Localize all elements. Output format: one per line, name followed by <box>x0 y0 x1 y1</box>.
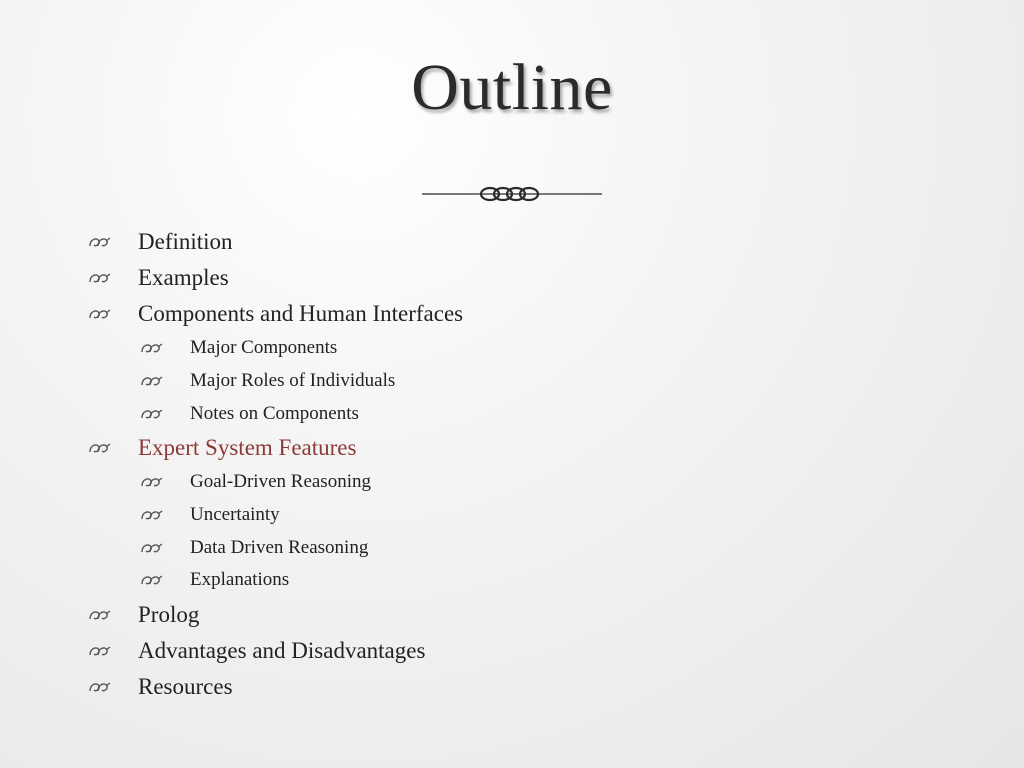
bullet-icon <box>140 541 190 555</box>
outline-item-text: Advantages and Disadvantages <box>138 637 426 663</box>
bullet-icon <box>88 680 138 694</box>
outline-subitem <box>88 531 968 564</box>
bullet-icon <box>88 608 138 622</box>
bullet-icon <box>140 341 190 355</box>
outline-item <box>88 633 968 669</box>
bullet-icon <box>88 441 138 455</box>
outline-item-text: Goal-Driven Reasoning <box>190 471 371 493</box>
outline-item-text: Examples <box>138 265 229 290</box>
bullet-icon <box>88 271 138 285</box>
outline-item <box>88 224 968 260</box>
outline-item-text: Definition <box>138 229 233 254</box>
outline-item-text: Data Driven Reasoning <box>190 536 369 558</box>
outline-subitem <box>88 397 968 430</box>
outline-subitem <box>88 365 968 398</box>
outline-item-text: Major Components <box>190 337 338 359</box>
outline-subitem <box>88 332 968 365</box>
outline-subitem <box>88 564 968 597</box>
outline-list <box>88 224 968 705</box>
outline-item-text: Notes on Components <box>190 402 359 424</box>
outline-item <box>88 260 968 296</box>
outline-item-text: Resources <box>138 673 233 699</box>
bullet-icon <box>140 374 190 388</box>
outline-subitem <box>88 499 968 532</box>
slide-title: Outline <box>411 51 613 124</box>
bullet-icon <box>140 573 190 587</box>
outline-item-text: Components and Human Interfaces <box>138 301 464 326</box>
bullet-icon <box>140 475 190 489</box>
bullet-icon <box>88 235 138 249</box>
bullet-icon <box>140 508 190 522</box>
outline-item-text: Prolog <box>138 601 200 627</box>
bullet-icon <box>140 407 190 421</box>
bullet-icon <box>88 307 138 321</box>
outline-item-text: Explanations <box>190 569 290 591</box>
outline-subitem <box>88 466 968 499</box>
outline-item-text: Uncertainty <box>190 504 280 526</box>
outline-item <box>88 597 968 633</box>
outline-item <box>88 669 968 705</box>
outline-item-text: Expert System Features <box>138 435 357 461</box>
outline-item-text: Major Roles of Individuals <box>190 370 396 392</box>
outline-item <box>88 430 968 466</box>
bullet-icon <box>88 644 138 658</box>
outline-item <box>88 296 968 332</box>
flourish-ornament-icon <box>420 180 604 208</box>
